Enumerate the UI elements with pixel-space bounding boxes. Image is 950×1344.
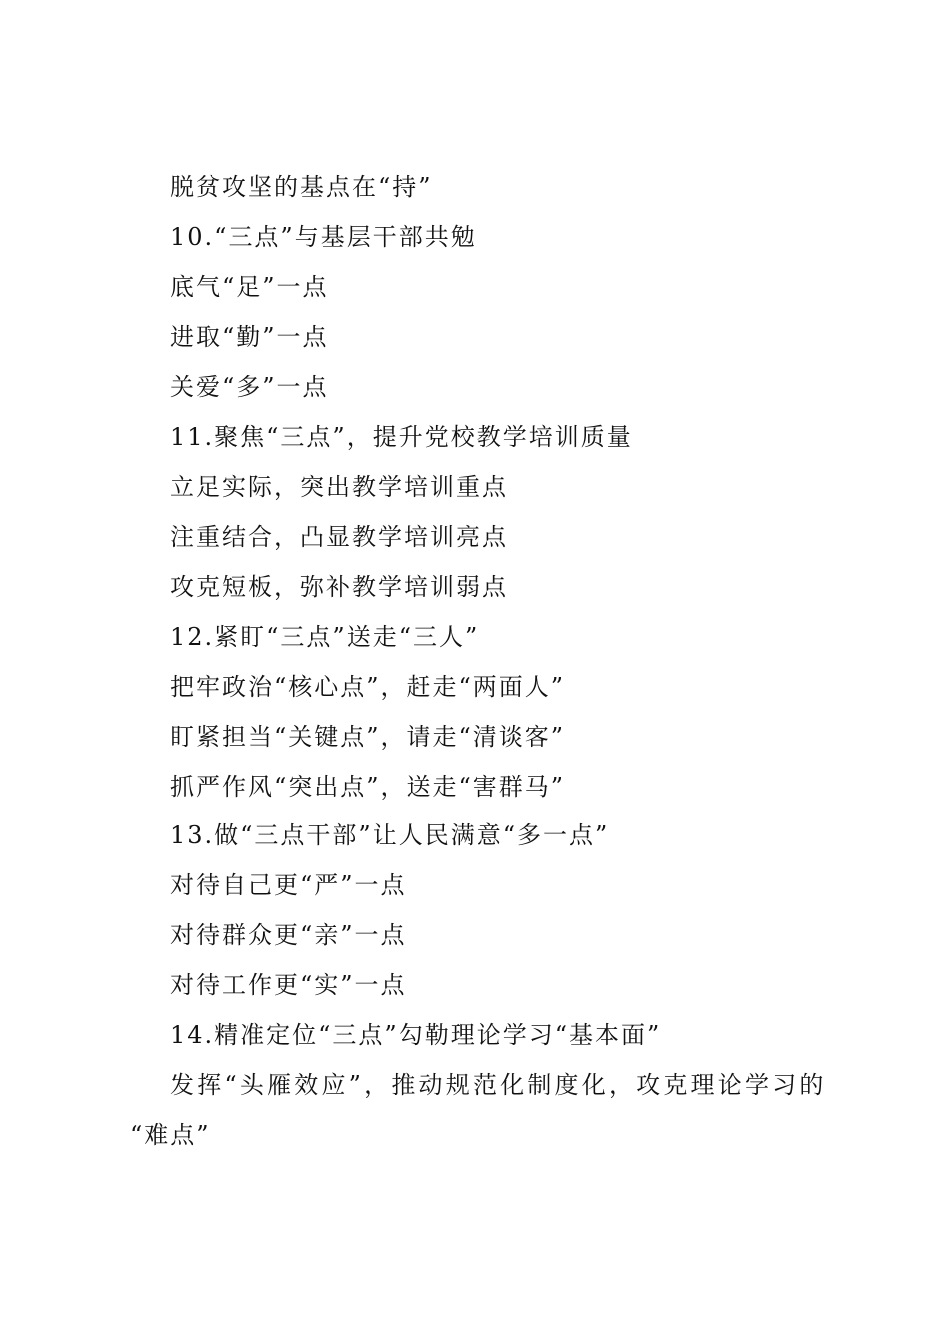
section-title: 11.聚焦“三点”，提升党校教学培训质量: [170, 423, 633, 451]
paragraph-continuation: “难点”: [130, 1121, 211, 1149]
section-title: 14.精准定位“三点”勾勒理论学习“基本面”: [170, 1021, 662, 1049]
subpoint-line: 底气“足”一点: [170, 273, 329, 301]
subpoint-line: 对待群众更“亲”一点: [170, 921, 407, 949]
section-title: 12.紧盯“三点”送走“三人”: [170, 623, 480, 651]
subpoint-line: 攻克短板，弥补教学培训弱点: [170, 573, 508, 601]
subpoint-line: 关爱“多”一点: [170, 373, 329, 401]
subpoint-line: 立足实际，突出教学培训重点: [170, 473, 508, 501]
subpoint-line: 进取“勤”一点: [170, 323, 329, 351]
paragraph-line: 发挥“头雁效应”，推动规范化制度化，攻克理论学习的: [170, 1071, 827, 1099]
heading-line: 脱贫攻坚的基点在“持”: [170, 173, 433, 201]
subpoint-line: 抓严作风“突出点”，送走“害群马”: [170, 773, 566, 801]
subpoint-line: 对待自己更“严”一点: [170, 871, 407, 899]
section-title: 13.做“三点干部”让人民满意“多一点”: [170, 821, 610, 849]
subpoint-line: 盯紧担当“关键点”，请走“清谈客”: [170, 723, 566, 751]
subpoint-line: 注重结合，凸显教学培训亮点: [170, 523, 508, 551]
subpoint-line: 对待工作更“实”一点: [170, 971, 407, 999]
section-title: 10.“三点”与基层干部共勉: [170, 223, 477, 251]
subpoint-line: 把牢政治“核心点”，赶走“两面人”: [170, 673, 566, 701]
